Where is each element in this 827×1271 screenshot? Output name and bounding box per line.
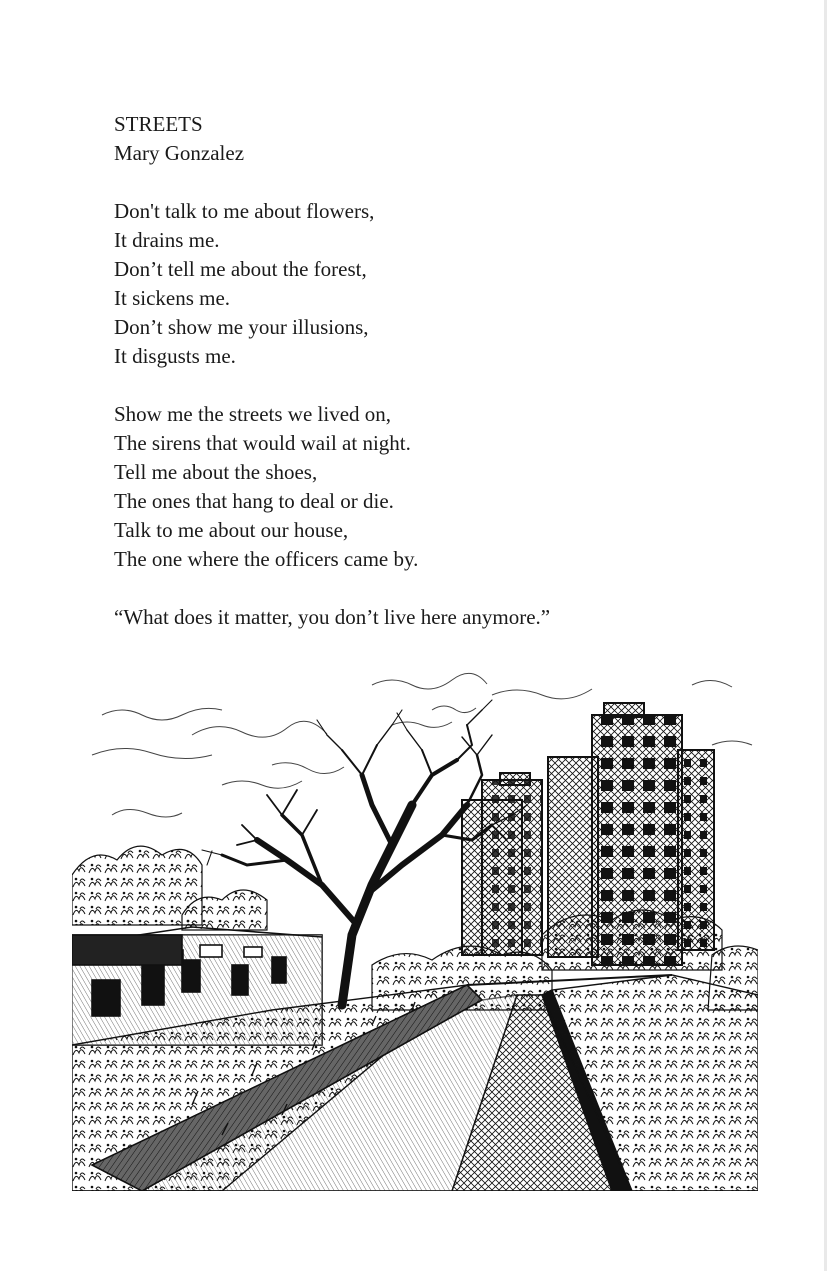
poem-line: It sickens me. bbox=[114, 286, 231, 310]
poem-line: Tell me about the shoes, bbox=[114, 460, 318, 484]
stanza-2 bbox=[114, 400, 754, 574]
poem-author: Mary Gonzalez bbox=[114, 141, 245, 165]
poem-line: The ones that hang to deal or die. bbox=[114, 489, 394, 513]
poem-title: STREETS bbox=[114, 112, 203, 136]
poem-line: Don’t show me your illusions, bbox=[114, 315, 369, 339]
poem-line: Show me the streets we lived on, bbox=[114, 402, 392, 426]
stanza-1 bbox=[114, 197, 754, 371]
railway-illustration bbox=[72, 665, 758, 1191]
poem-line: Don’t tell me about the forest, bbox=[114, 257, 367, 281]
poem-line: The one where the officers came by. bbox=[114, 547, 419, 571]
poem-line: Talk to me about our house, bbox=[114, 518, 349, 542]
stanza-3 bbox=[114, 603, 754, 632]
poem-line: It drains me. bbox=[114, 228, 220, 252]
poem-line: “What does it matter, you don’t live here anymore.” bbox=[114, 605, 551, 629]
poem-line: Don't talk to me about flowers, bbox=[114, 199, 375, 223]
poem bbox=[114, 110, 754, 632]
poem-line: It disgusts me. bbox=[114, 344, 236, 368]
poem-line: The sirens that would wail at night. bbox=[114, 431, 411, 455]
